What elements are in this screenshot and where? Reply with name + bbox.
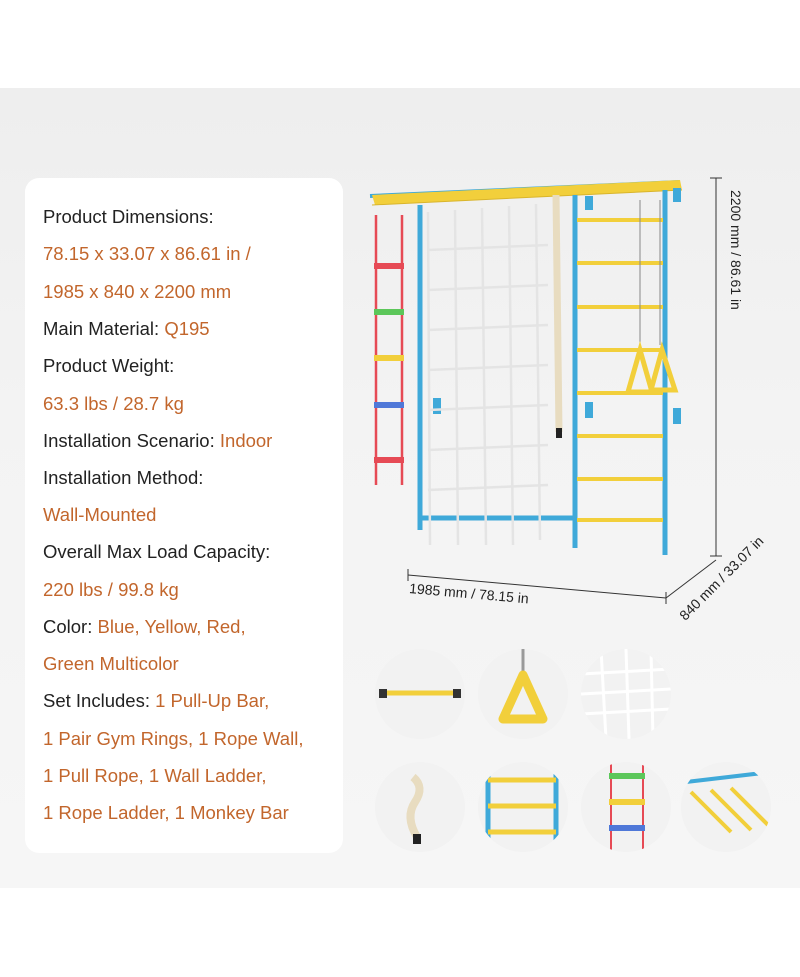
width-dimension: 1985 mm / 78.15 in (408, 580, 530, 607)
spec-dimensions-in: 78.15 x 33.07 x 86.61 in / (43, 243, 251, 264)
spec-set-4: 1 Rope Ladder, 1 Monkey Bar (43, 802, 289, 823)
spec-color: Color: Blue, Yellow, Red, (43, 616, 246, 637)
height-dimension: 2200 mm / 86.61 in (728, 190, 744, 310)
spec-dimensions-mm: 1985 x 840 x 2200 mm (43, 281, 232, 302)
spec-method-label: Installation Method: (43, 467, 204, 488)
spec-dimensions-label: Product Dimensions: (43, 206, 214, 227)
pull-up-bar-thumbnail (375, 649, 465, 739)
rope-net-thumbnail (581, 649, 671, 739)
rope-ladder-thumbnail (581, 762, 671, 852)
gym-ring-thumbnail (478, 649, 568, 739)
spec-weight-value: 63.3 lbs / 28.7 kg (43, 393, 184, 414)
monkey-bar-thumbnail (681, 762, 771, 852)
spec-color-2: Green Multicolor (43, 653, 179, 674)
spec-load-label: Overall Max Load Capacity: (43, 541, 271, 562)
spec-material: Main Material: Q195 (43, 318, 210, 339)
spec-scenario: Installation Scenario: Indoor (43, 430, 273, 451)
spec-weight-label: Product Weight: (43, 355, 175, 376)
depth-dimension: 840 mm / 33.07 in (676, 532, 767, 624)
pull-rope-thumbnail (375, 762, 465, 852)
wall-ladder-thumbnail (478, 762, 568, 852)
spec-load-value: 220 lbs / 99.8 kg (43, 579, 179, 600)
spec-set-2: 1 Pair Gym Rings, 1 Rope Wall, (43, 728, 304, 749)
spec-set: Set Includes: 1 Pull-Up Bar, (43, 690, 270, 711)
spec-set-3: 1 Pull Rope, 1 Wall Ladder, (43, 765, 267, 786)
spec-method-value: Wall-Mounted (43, 504, 157, 525)
